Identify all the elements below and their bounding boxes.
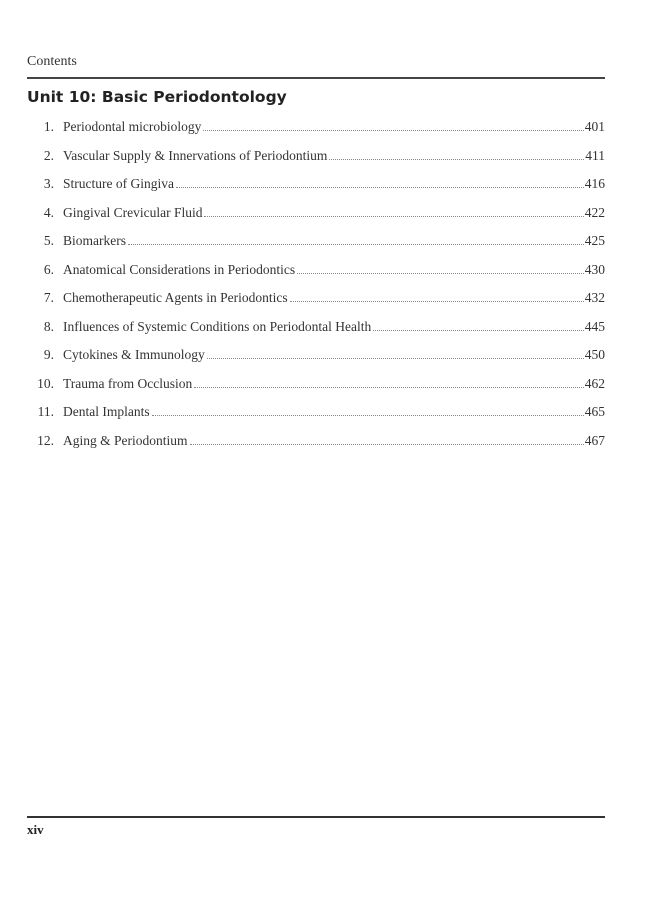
toc-entry-title: Aging & Periodontium [63,432,188,448]
toc-entry-number: 1. [43,119,54,134]
unit-title: Unit 10: Basic Periodontology [27,88,287,106]
dot-leader [128,243,584,245]
dot-leader [204,215,583,217]
dot-leader [329,158,584,160]
toc-entry-number: 5. [43,233,54,248]
toc-entry-title: Periodontal microbiology [63,119,202,134]
page-number: xiv [27,822,44,837]
toc-entry[interactable] [27,404,605,433]
toc-entry[interactable] [27,205,605,234]
dot-leader [152,414,584,416]
toc-entry-page: 467 [584,432,605,448]
toc-entry-title: Trauma from Occlusion [63,375,193,391]
toc-entry-number: 2. [43,147,54,163]
toc-entry-title: Biomarkers [63,233,126,248]
toc-entry-title: Anatomical Considerations in Periodontics [63,261,296,277]
toc-entry[interactable] [27,347,605,376]
toc-entry[interactable] [27,376,605,405]
toc-entry[interactable] [27,433,605,462]
dot-leader [297,272,584,274]
toc-entry-page: 465 [584,404,605,419]
toc-entry-page: 445 [584,318,605,334]
toc-entry-title: Gingival Crevicular Fluid [63,204,203,220]
toc-entry-title: Cytokines & Immunology [63,347,205,362]
toc-entry-number: 9. [43,347,54,362]
toc-entry-page: 416 [584,176,605,191]
toc-entry-number: 11. [37,404,54,419]
header-rule [27,77,605,79]
toc-entry[interactable] [27,319,605,348]
toc-entry[interactable] [27,262,605,291]
toc-entry-number: 12. [37,432,54,448]
dot-leader [203,129,583,131]
toc-entry-number: 7. [43,290,54,305]
toc-entry-page: 430 [584,261,605,277]
toc-entry-number: 3. [43,176,54,191]
toc-entry[interactable] [27,119,605,148]
toc-entry-number: 4. [43,204,54,220]
toc-entry-page: 401 [584,119,605,134]
toc-entry-page: 411 [585,147,605,163]
dot-leader [190,443,584,445]
toc-entry-title: Influences of Systemic Conditions on Periodontal Health [63,318,372,334]
toc-entry-page: 450 [584,347,605,362]
toc-entry-number: 10. [37,375,54,391]
toc-entry-title: Chemotherapeutic Agents in Periodontics [63,290,288,305]
dot-leader [207,357,584,359]
toc-entry-title: Structure of Gingiva [63,176,174,191]
toc-entry-page: 432 [584,290,605,305]
toc-entry-title: Vascular Supply & Innervations of Periodontium [63,147,328,163]
table-of-contents [27,119,605,461]
toc-entry[interactable] [27,290,605,319]
toc-entry[interactable] [27,176,605,205]
footer-rule [27,816,605,818]
dot-leader [194,386,584,388]
dot-leader [373,329,584,331]
toc-entry-title: Dental Implants [63,404,150,419]
dot-leader [290,300,584,302]
toc-entry-page: 462 [584,375,605,391]
toc-entry-number: 8. [43,318,54,334]
running-head: Contents [27,54,77,69]
toc-entry-page: 425 [584,233,605,248]
toc-entry-number: 6. [43,261,54,277]
toc-entry-page: 422 [584,204,605,220]
dot-leader [176,186,584,188]
toc-entry[interactable] [27,148,605,177]
toc-entry[interactable] [27,233,605,262]
